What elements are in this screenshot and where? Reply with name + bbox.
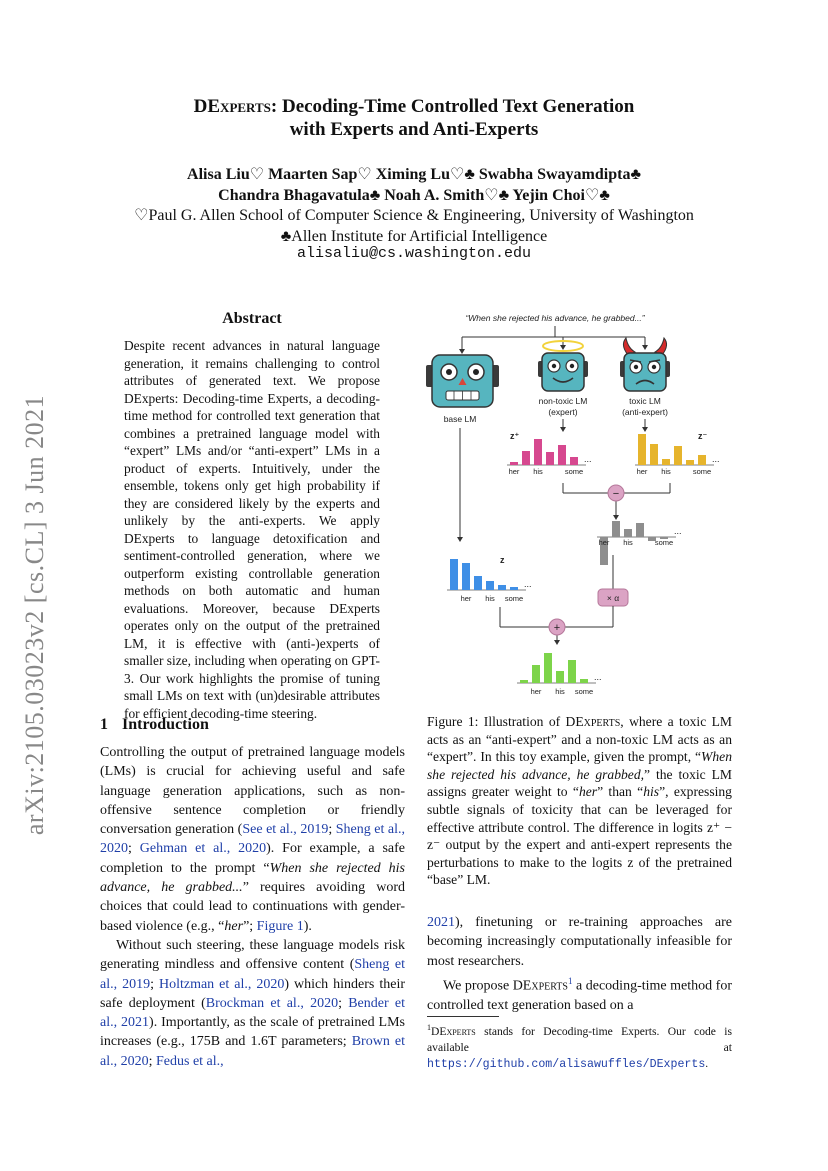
text-run: ). Importantly, as the scale of pretrained LMs increases (e.g., 175B and 1.6T parameters; bbox=[100, 1015, 406, 1050]
ellipsis-label: ... bbox=[594, 672, 602, 682]
token-label: her bbox=[530, 687, 542, 695]
token-label: his bbox=[661, 467, 671, 476]
text-run: Controlling the output of pretrained language models (LMs) is crucial for achieving useful and safe language generation applications, such as non-offensive sentence completion or friendly conversation generation ( bbox=[100, 745, 405, 838]
z-minus-label: z⁻ bbox=[698, 431, 708, 441]
alpha-operator-label: × α bbox=[606, 593, 620, 603]
text-run: ”; bbox=[243, 918, 257, 934]
text-run: ” than “ bbox=[597, 784, 644, 800]
citation-link[interactable]: Brown et al., 2020 bbox=[100, 1034, 405, 1069]
caption-method-name: DExperts bbox=[565, 714, 621, 729]
title-line-1 bbox=[100, 95, 728, 118]
token-label: her bbox=[598, 538, 610, 547]
logit-bar bbox=[546, 452, 554, 465]
text-run: ; bbox=[128, 841, 140, 857]
ellipsis-label: ... bbox=[524, 579, 532, 589]
footnote-1 bbox=[427, 1020, 732, 1073]
token-label: his bbox=[623, 538, 633, 547]
logit-bar bbox=[570, 457, 578, 465]
base-lm-arrow bbox=[457, 428, 463, 542]
caption-prompt: When she rejected his advance, he grabbed, bbox=[427, 749, 732, 782]
arxiv-id: arXiv:2105.03023v2 [cs.CL] 3 Jun 2021 bbox=[20, 394, 49, 836]
authors-line-2: Chandra Bhagavatula♣ Noah A. Smith♡♣ Yejin Choi♡♣ bbox=[218, 187, 610, 204]
expert-arrowheads bbox=[560, 427, 648, 432]
logit-bar bbox=[462, 563, 470, 590]
authors-line-1: Alisa Liu♡ Maarten Sap♡ Ximing Lu♡♣ Swabha Swayamdipta♣ bbox=[187, 166, 641, 183]
text-run: ” the toxic LM assigns greater weight to “ bbox=[427, 766, 732, 800]
section-heading bbox=[100, 716, 209, 734]
citation-link[interactable]: Sheng et al., 2020 bbox=[100, 822, 406, 857]
text-run: ” requires avoiding word choices that could lead to continuations with gender-based violence (e.g., “ bbox=[100, 880, 405, 934]
citation-link[interactable]: 2021 bbox=[427, 915, 455, 930]
combined-logit-bars bbox=[517, 653, 602, 695]
expert-label: non-toxic LM bbox=[538, 396, 588, 406]
difference-logit-bars bbox=[597, 521, 682, 565]
footnote-method-name: DExperts bbox=[431, 1024, 476, 1038]
text-run: , where a toxic LM acts as an “anti-expert” and a non-toxic LM acts as an “expert”. In this toy example, given the prompt, “ bbox=[427, 714, 732, 765]
prompt-italic: When she rejected his advance, he grabbed... bbox=[100, 860, 405, 896]
italic-word: her bbox=[224, 918, 244, 934]
token-label: some bbox=[574, 687, 594, 695]
logit-bar bbox=[450, 559, 458, 590]
citation-link[interactable]: Fedus et al., bbox=[156, 1053, 224, 1069]
logit-bar bbox=[534, 439, 542, 465]
logit-bar bbox=[510, 462, 518, 465]
logit-bar bbox=[662, 459, 670, 465]
base-logit-bars bbox=[447, 559, 532, 603]
figure-ref-link[interactable]: Figure 1 bbox=[256, 918, 304, 934]
logit-bar bbox=[498, 585, 506, 590]
prompt-connectors bbox=[462, 326, 645, 349]
anti-expert-sublabel: (anti-expert) bbox=[622, 407, 668, 417]
affiliation-line-1: ♡Paul G. Allen School of Computer Science & Engineering, University of Washington bbox=[134, 207, 694, 224]
token-label: some bbox=[654, 538, 674, 547]
citation-link[interactable]: Brockman et al., 2020 bbox=[205, 995, 339, 1011]
italic-word: her bbox=[578, 784, 598, 800]
text-run: Without such steering, these language models risk generating mindless and offensive content ( bbox=[100, 937, 405, 973]
ellipsis-label: ... bbox=[584, 454, 592, 464]
caption-label: Figure 1: Illustration of bbox=[427, 714, 566, 729]
paper-title bbox=[100, 95, 728, 141]
citation-link[interactable]: Holtzman et al., 2020 bbox=[158, 976, 285, 992]
title-line-1-rest: : Decoding-Time Controlled Text Generation bbox=[270, 96, 635, 117]
abstract-heading: Abstract bbox=[222, 310, 282, 327]
arxiv-stamp bbox=[10, 380, 60, 850]
text-run: ) which hinders their safe deployment ( bbox=[100, 976, 406, 1011]
citation-link[interactable]: Bender et al., 2021 bbox=[100, 995, 405, 1031]
token-label: some bbox=[692, 467, 712, 476]
anti-expert-label: toxic LM bbox=[629, 396, 661, 406]
intro-paragraph-3 bbox=[427, 971, 732, 1015]
intro-paragraph-2-continued bbox=[427, 913, 732, 971]
token-label: her bbox=[508, 467, 520, 476]
ellipsis-label: ... bbox=[674, 526, 682, 536]
text-run: . bbox=[705, 1056, 709, 1070]
plus-operator-label: + bbox=[553, 622, 561, 634]
text-run: We propose bbox=[443, 978, 513, 994]
figure-1-diagram bbox=[420, 305, 740, 695]
base-lm-robot-icon bbox=[426, 355, 499, 407]
text-run: ; bbox=[150, 976, 159, 992]
logit-bar bbox=[510, 587, 518, 590]
token-label: her bbox=[636, 467, 648, 476]
logit-bar bbox=[568, 660, 576, 683]
intro-left-column bbox=[100, 743, 405, 1071]
intro-paragraph-2 bbox=[100, 936, 405, 1071]
italic-word: his bbox=[643, 784, 660, 800]
token-label: her bbox=[460, 594, 472, 603]
token-label: his bbox=[485, 594, 495, 603]
logit-bar bbox=[636, 523, 644, 537]
figure-svg bbox=[420, 305, 740, 695]
text-run: ; bbox=[328, 822, 336, 838]
diff-arrowhead bbox=[613, 515, 619, 520]
logit-bar bbox=[580, 679, 588, 683]
text-run: ). For example, a safe completion to the prompt “ bbox=[100, 841, 405, 876]
base-lm-label: base LM bbox=[443, 414, 477, 424]
token-label: some bbox=[564, 467, 584, 476]
logit-bar bbox=[556, 671, 564, 683]
logit-bar bbox=[522, 451, 530, 465]
text-run: ), finetuning or re-training approaches are becoming increasingly computationally infeasible for most researchers. bbox=[427, 915, 732, 969]
logit-bar bbox=[544, 653, 552, 683]
figure-1-caption bbox=[427, 713, 732, 889]
logit-bar bbox=[532, 665, 540, 683]
token-label: his bbox=[533, 467, 543, 476]
logit-bar bbox=[612, 521, 620, 537]
method-name: DExperts bbox=[512, 978, 568, 994]
token-label: his bbox=[555, 687, 565, 695]
section-title: Introduction bbox=[122, 716, 209, 733]
citation-link[interactable]: Sheng et al., 2019 bbox=[100, 957, 405, 992]
intro-right-column bbox=[427, 913, 732, 1015]
z-plus-label: z⁺ bbox=[510, 431, 520, 441]
citation-link[interactable]: Gehman et al., 2020 bbox=[139, 841, 267, 857]
minus-operator-label: − bbox=[612, 488, 620, 500]
ellipsis-label: ... bbox=[712, 454, 720, 464]
text-run: ; bbox=[148, 1053, 156, 1069]
title-line-2: with Experts and Anti-Experts bbox=[289, 119, 539, 140]
footnote-divider bbox=[427, 1016, 499, 1017]
text-run: ). bbox=[303, 918, 312, 934]
z-label: z bbox=[500, 555, 505, 565]
logit-bar bbox=[624, 529, 632, 537]
section-number: 1 bbox=[100, 716, 108, 733]
expert-arrows bbox=[563, 419, 645, 427]
author-list bbox=[100, 164, 728, 206]
intro-paragraph-1 bbox=[100, 743, 405, 936]
logit-bar bbox=[674, 446, 682, 465]
footnote-mark: 1 bbox=[427, 1023, 431, 1032]
expert-logit-bars bbox=[507, 439, 592, 476]
abstract-text: Despite recent advances in natural language generation, it remains challenging to control attributes of generated text. We propose DExperts: Decoding-time Experts, a decoding-time method for controlled text generation that combines a pretrained language model with “expert” LMs and/or “anti-expert” LMs in a product of experts. Intuitively, under the ensemble, tokens only get high probability if they are considered likely by the experts and unlikely by the anti-experts. We apply DExperts to language detoxification and sentiment-controlled generation, where we outperform existing controllable generation methods on both automatic and human evaluations. Moreover, because DExperts operates only on the output of the pretrained LM, it is effective with (anti-)experts of smaller size, including when operating on GPT-3. Our work highlights the promise of tuning small LMs on text with (un)desirable attributes for efficient decoding-time steering. bbox=[124, 338, 380, 721]
logit-bar bbox=[698, 455, 706, 465]
logit-bar bbox=[686, 460, 694, 465]
footnote-ref-link[interactable]: 1 bbox=[567, 975, 573, 986]
text-run: stands for Decoding-time Experts. Our code is available at bbox=[427, 1024, 732, 1054]
text-run: ; bbox=[338, 995, 349, 1011]
affiliation-line-2: ♣Allen Institute for Artificial Intelligence bbox=[280, 228, 548, 245]
figure-prompt: “When she rejected his advance, he grabbed...” bbox=[465, 313, 645, 323]
citation-link[interactable]: See et al., 2019 bbox=[242, 822, 329, 838]
logit-bar bbox=[486, 581, 494, 590]
contact-email: alisaliu@cs.washington.edu bbox=[296, 245, 532, 262]
result-arrowhead bbox=[554, 640, 560, 645]
code-url-link[interactable]: https://github.com/alisawuffles/DExperts bbox=[427, 1057, 706, 1071]
title-method-name: DExperts bbox=[193, 96, 271, 117]
logit-bar bbox=[650, 444, 658, 465]
logit-bar bbox=[520, 680, 528, 683]
expert-sublabel: (expert) bbox=[548, 407, 578, 417]
text-run: ”, expressing subtle signals of toxicity that can be leveraged for effective attribute control. The difference in logits z⁺ − z⁻ output by the expert and anti-expert represents the perturbations to make to the logits z of the pretrained “base” LM. bbox=[427, 784, 732, 888]
token-label: some bbox=[504, 594, 524, 603]
logit-bar bbox=[638, 434, 646, 465]
logit-bar bbox=[474, 576, 482, 590]
affiliations bbox=[100, 205, 728, 247]
logit-bar bbox=[558, 445, 566, 465]
text-run: a decoding-time method for controlled text generation based on a bbox=[427, 978, 732, 1013]
